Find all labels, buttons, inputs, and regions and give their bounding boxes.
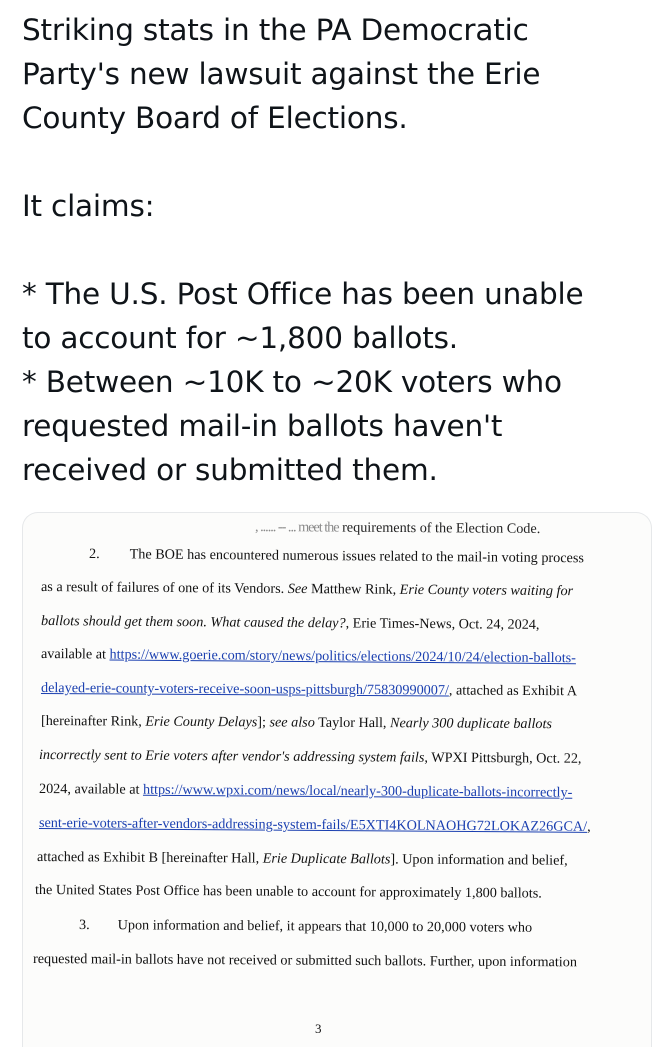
tweet-line: It claims: — [22, 189, 155, 223]
paragraph-gap — [22, 140, 652, 184]
doc-cut-line — [255, 519, 540, 538]
doc-text: available at — [40, 646, 110, 663]
doc-line — [37, 849, 568, 870]
doc-line — [41, 680, 577, 700]
doc-text: attached as Exhibit B [hereinafter Hall, — [36, 849, 263, 867]
doc-text: The BOE has encountered numerous issues related to the mail-in voting process — [129, 546, 584, 567]
tweet-line: * The U.S. Post Office has been unable — [22, 277, 584, 311]
doc-text: Erie County voters waiting for — [399, 581, 574, 600]
doc-text: the United States Post Office has been unable to account for approximately 1,800 ballots. — [34, 882, 542, 902]
tweet-line: to account for ~1,800 ballots. — [22, 321, 458, 355]
doc-line — [39, 815, 591, 836]
document-image[interactable] — [22, 512, 652, 1047]
doc-text: requested mail-in ballots have not received or submitted such ballots. Further, upon information — [32, 951, 577, 971]
doc-link[interactable]: https://www.wpxi.com/news/local/nearly-300-duplicate-ballots-incorrectly- — [142, 781, 573, 801]
doc-text: , Erie Times-News, Oct. 24, 2024, — [345, 615, 540, 633]
doc-line — [79, 917, 532, 937]
doc-line — [41, 579, 573, 600]
doc-line — [41, 613, 540, 634]
doc-text: , attached as Exhibit A — [448, 682, 578, 700]
doc-text: incorrectly sent to Erie voters after vendor's addressing system fails — [38, 747, 425, 766]
paragraph-gap — [22, 228, 652, 272]
tweet-line: Party's new lawsuit against the Erie — [22, 57, 541, 91]
doc-text: Upon information and belief, it appears that 10,000 to 20,000 voters who — [117, 917, 533, 936]
doc-text: Matthew Rink, — [307, 581, 400, 598]
doc-text: See — [287, 580, 308, 598]
tweet-line: * Between ~10K to ~20K voters who — [22, 365, 562, 399]
doc-text: see also — [269, 714, 315, 731]
doc-text: Erie County Delays — [145, 713, 258, 731]
doc-text: ]. Upon information and belief, — [390, 851, 568, 869]
doc-text: , WPXI Pittsburgh, Oct. 22, — [424, 749, 582, 767]
doc-text: requirements of the Election Code. — [342, 519, 541, 537]
doc-line — [41, 713, 552, 733]
doc-line — [35, 882, 542, 903]
doc-link[interactable]: https://www.goerie.com/story/news/politics/elections/2024/10/24/election-ballots- — [109, 646, 577, 667]
tweet-line: County Board of Elections. — [22, 101, 408, 135]
doc-line — [39, 781, 572, 802]
doc-link[interactable]: delayed-erie-county-voters-receive-soon-usps-pittsburgh/75830990007/ — [40, 680, 449, 699]
tweet-line: requested mail-in ballots haven't — [22, 409, 503, 443]
doc-text: Erie Duplicate Ballots — [262, 850, 391, 868]
doc-text: ballots should get them soon. What caused the delay? — [40, 613, 346, 632]
doc-text: Nearly 300 duplicate ballots — [389, 715, 553, 733]
tweet-text — [22, 8, 652, 492]
doc-line — [33, 951, 577, 971]
doc-line — [41, 646, 576, 667]
doc-text: [hereinafter Rink, — [40, 713, 146, 730]
doc-text: 2024, available at — [38, 781, 144, 798]
doc-line — [39, 747, 582, 768]
tweet-line: Striking stats in the PA Democratic — [22, 13, 529, 47]
tweet-line: received or submitted them. — [22, 453, 438, 487]
page-number: 3 — [315, 1021, 322, 1036]
doc-line — [89, 546, 584, 567]
doc-text: as a result of failures of one of its Vendors. — [40, 579, 288, 597]
doc-link[interactable]: sent-erie-voters-after-vendors-addressing-system-fails/E5XTI4KOLNAOHG72LOKAZ26GCA/ — [38, 815, 588, 835]
paragraph-number: 3. — [78, 917, 90, 934]
doc-text: , — [587, 818, 591, 835]
doc-text: ]; — [257, 714, 270, 731]
doc-text: Taylor Hall, — [314, 714, 391, 732]
paragraph-number: 2. — [88, 546, 100, 563]
doc-text: , ...... -- ... meet the — [254, 519, 339, 536]
